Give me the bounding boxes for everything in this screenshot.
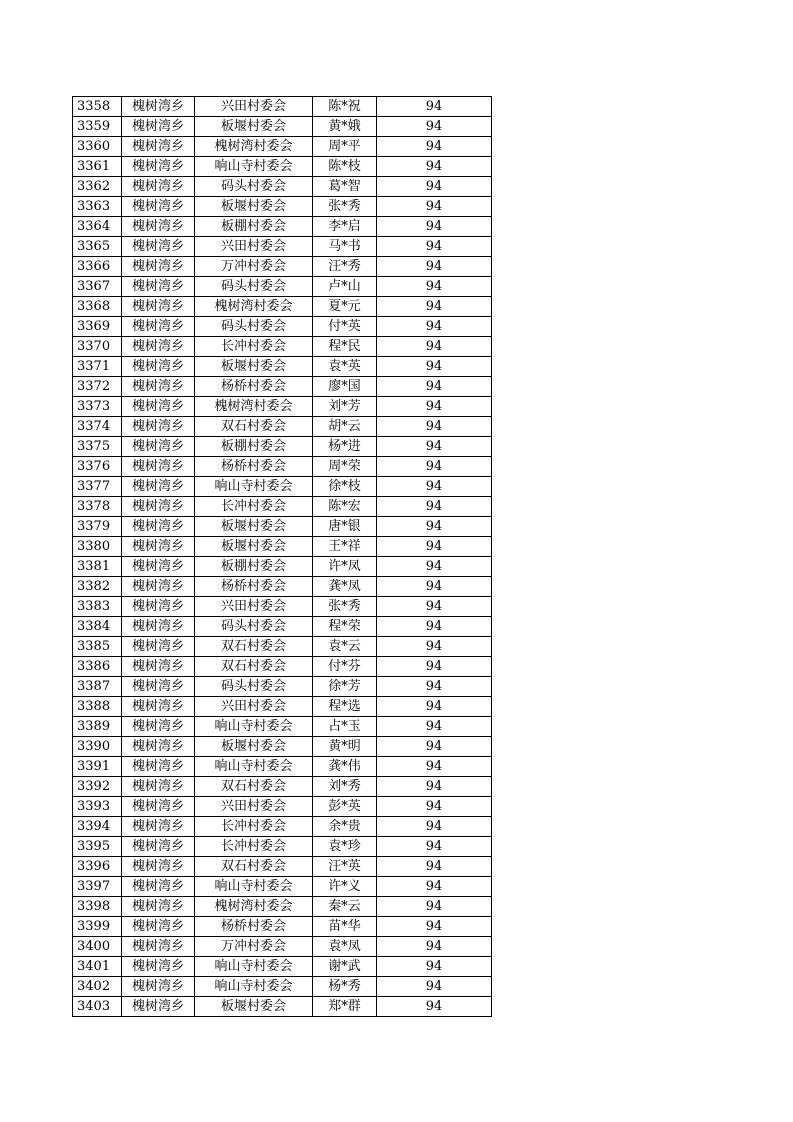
row-number-cell: 3386 [73,657,122,677]
row-number-cell: 3389 [73,717,122,737]
row-number-cell: 3400 [73,937,122,957]
village-committee-cell: 万冲村委会 [195,257,313,277]
roster-table [72,96,492,1017]
score-cell: 94 [377,917,492,937]
score-cell: 94 [377,177,492,197]
score-cell: 94 [377,797,492,817]
village-committee-cell: 响山寺村委会 [195,717,313,737]
score-cell: 94 [377,517,492,537]
table-row [73,337,492,357]
row-number-cell: 3358 [73,97,122,117]
person-name-cell: 周*平 [313,137,377,157]
score-cell: 94 [377,617,492,637]
score-cell: 94 [377,497,492,517]
table-row [73,477,492,497]
village-committee-cell: 槐树湾村委会 [195,297,313,317]
person-name-cell: 汪*秀 [313,257,377,277]
table-row [73,537,492,557]
score-cell: 94 [377,317,492,337]
table-row [73,697,492,717]
village-committee-cell: 杨桥村委会 [195,577,313,597]
township-cell: 槐树湾乡 [122,437,195,457]
village-committee-cell: 板堰村委会 [195,997,313,1017]
table-row [73,437,492,457]
person-name-cell: 袁*凤 [313,937,377,957]
township-cell: 槐树湾乡 [122,797,195,817]
person-name-cell: 占*玉 [313,717,377,737]
township-cell: 槐树湾乡 [122,597,195,617]
score-cell: 94 [377,757,492,777]
village-committee-cell: 板棚村委会 [195,217,313,237]
village-committee-cell: 码头村委会 [195,677,313,697]
person-name-cell: 龚*凤 [313,577,377,597]
table-row [73,977,492,997]
township-cell: 槐树湾乡 [122,277,195,297]
row-number-cell: 3368 [73,297,122,317]
table-row [73,597,492,617]
score-cell: 94 [377,837,492,857]
township-cell: 槐树湾乡 [122,937,195,957]
township-cell: 槐树湾乡 [122,897,195,917]
score-cell: 94 [377,877,492,897]
village-committee-cell: 码头村委会 [195,617,313,637]
score-cell: 94 [377,97,492,117]
township-cell: 槐树湾乡 [122,877,195,897]
table-row [73,317,492,337]
row-number-cell: 3399 [73,917,122,937]
score-cell: 94 [377,157,492,177]
township-cell: 槐树湾乡 [122,497,195,517]
village-committee-cell: 板堰村委会 [195,517,313,537]
score-cell: 94 [377,997,492,1017]
score-cell: 94 [377,437,492,457]
person-name-cell: 陈*枝 [313,157,377,177]
table-row [73,277,492,297]
person-name-cell: 张*秀 [313,597,377,617]
person-name-cell: 王*祥 [313,537,377,557]
roster-table-body [73,97,492,1017]
village-committee-cell: 码头村委会 [195,277,313,297]
score-cell: 94 [377,217,492,237]
score-cell: 94 [377,277,492,297]
score-cell: 94 [377,857,492,877]
township-cell: 槐树湾乡 [122,657,195,677]
row-number-cell: 3363 [73,197,122,217]
person-name-cell: 袁*英 [313,357,377,377]
table-row [73,97,492,117]
row-number-cell: 3388 [73,697,122,717]
person-name-cell: 苗*华 [313,917,377,937]
person-name-cell: 周*荣 [313,457,377,477]
village-committee-cell: 兴田村委会 [195,797,313,817]
row-number-cell: 3374 [73,417,122,437]
row-number-cell: 3394 [73,817,122,837]
score-cell: 94 [377,957,492,977]
township-cell: 槐树湾乡 [122,837,195,857]
village-committee-cell: 兴田村委会 [195,237,313,257]
township-cell: 槐树湾乡 [122,997,195,1017]
table-row [73,657,492,677]
row-number-cell: 3382 [73,577,122,597]
score-cell: 94 [377,737,492,757]
township-cell: 槐树湾乡 [122,917,195,937]
row-number-cell: 3391 [73,757,122,777]
person-name-cell: 胡*云 [313,417,377,437]
table-row [73,797,492,817]
village-committee-cell: 槐树湾村委会 [195,897,313,917]
row-number-cell: 3381 [73,557,122,577]
person-name-cell: 马*书 [313,237,377,257]
village-committee-cell: 响山寺村委会 [195,157,313,177]
village-committee-cell: 响山寺村委会 [195,977,313,997]
table-row [73,857,492,877]
row-number-cell: 3380 [73,537,122,557]
table-row [73,517,492,537]
township-cell: 槐树湾乡 [122,377,195,397]
row-number-cell: 3366 [73,257,122,277]
township-cell: 槐树湾乡 [122,957,195,977]
village-committee-cell: 双石村委会 [195,657,313,677]
table-row [73,817,492,837]
row-number-cell: 3362 [73,177,122,197]
row-number-cell: 3377 [73,477,122,497]
township-cell: 槐树湾乡 [122,197,195,217]
score-cell: 94 [377,337,492,357]
table-row [73,717,492,737]
table-row [73,577,492,597]
row-number-cell: 3370 [73,337,122,357]
table-row [73,377,492,397]
table-row [73,497,492,517]
township-cell: 槐树湾乡 [122,397,195,417]
township-cell: 槐树湾乡 [122,977,195,997]
village-committee-cell: 响山寺村委会 [195,957,313,977]
township-cell: 槐树湾乡 [122,777,195,797]
table-row [73,957,492,977]
person-name-cell: 谢*武 [313,957,377,977]
township-cell: 槐树湾乡 [122,477,195,497]
township-cell: 槐树湾乡 [122,177,195,197]
village-committee-cell: 板堰村委会 [195,357,313,377]
table-row [73,357,492,377]
township-cell: 槐树湾乡 [122,137,195,157]
row-number-cell: 3379 [73,517,122,537]
table-row [73,777,492,797]
row-number-cell: 3369 [73,317,122,337]
row-number-cell: 3397 [73,877,122,897]
table-row [73,757,492,777]
score-cell: 94 [377,137,492,157]
table-row [73,877,492,897]
row-number-cell: 3375 [73,437,122,457]
township-cell: 槐树湾乡 [122,557,195,577]
score-cell: 94 [377,897,492,917]
person-name-cell: 秦*云 [313,897,377,917]
township-cell: 槐树湾乡 [122,117,195,137]
row-number-cell: 3385 [73,637,122,657]
township-cell: 槐树湾乡 [122,237,195,257]
person-name-cell: 徐*芳 [313,677,377,697]
score-cell: 94 [377,597,492,617]
table-row [73,157,492,177]
score-cell: 94 [377,197,492,217]
person-name-cell: 李*启 [313,217,377,237]
score-cell: 94 [377,117,492,137]
table-row [73,137,492,157]
row-number-cell: 3403 [73,997,122,1017]
table-row [73,117,492,137]
table-row [73,937,492,957]
table-row [73,917,492,937]
table-row [73,417,492,437]
village-committee-cell: 响山寺村委会 [195,477,313,497]
score-cell: 94 [377,817,492,837]
township-cell: 槐树湾乡 [122,717,195,737]
village-committee-cell: 双石村委会 [195,857,313,877]
person-name-cell: 汪*英 [313,857,377,877]
row-number-cell: 3378 [73,497,122,517]
township-cell: 槐树湾乡 [122,217,195,237]
score-cell: 94 [377,677,492,697]
row-number-cell: 3373 [73,397,122,417]
township-cell: 槐树湾乡 [122,537,195,557]
township-cell: 槐树湾乡 [122,257,195,277]
person-name-cell: 陈*宏 [313,497,377,517]
person-name-cell: 唐*银 [313,517,377,537]
score-cell: 94 [377,557,492,577]
person-name-cell: 卢*山 [313,277,377,297]
row-number-cell: 3359 [73,117,122,137]
table-row [73,637,492,657]
person-name-cell: 付*芬 [313,657,377,677]
table-row [73,177,492,197]
township-cell: 槐树湾乡 [122,757,195,777]
village-committee-cell: 兴田村委会 [195,97,313,117]
row-number-cell: 3372 [73,377,122,397]
score-cell: 94 [377,717,492,737]
person-name-cell: 黄*娥 [313,117,377,137]
township-cell: 槐树湾乡 [122,357,195,377]
row-number-cell: 3383 [73,597,122,617]
row-number-cell: 3398 [73,897,122,917]
row-number-cell: 3360 [73,137,122,157]
township-cell: 槐树湾乡 [122,577,195,597]
row-number-cell: 3361 [73,157,122,177]
village-committee-cell: 槐树湾村委会 [195,137,313,157]
row-number-cell: 3395 [73,837,122,857]
person-name-cell: 夏*元 [313,297,377,317]
person-name-cell: 彭*英 [313,797,377,817]
row-number-cell: 3392 [73,777,122,797]
village-committee-cell: 长冲村委会 [195,337,313,357]
township-cell: 槐树湾乡 [122,417,195,437]
person-name-cell: 葛*智 [313,177,377,197]
village-committee-cell: 板堰村委会 [195,197,313,217]
score-cell: 94 [377,357,492,377]
township-cell: 槐树湾乡 [122,617,195,637]
person-name-cell: 陈*祝 [313,97,377,117]
person-name-cell: 程*选 [313,697,377,717]
person-name-cell: 程*民 [313,337,377,357]
score-cell: 94 [377,697,492,717]
village-committee-cell: 码头村委会 [195,177,313,197]
township-cell: 槐树湾乡 [122,457,195,477]
person-name-cell: 刘*秀 [313,777,377,797]
township-cell: 槐树湾乡 [122,737,195,757]
row-number-cell: 3376 [73,457,122,477]
person-name-cell: 余*贵 [313,817,377,837]
table-row [73,397,492,417]
row-number-cell: 3393 [73,797,122,817]
village-committee-cell: 码头村委会 [195,317,313,337]
table-row [73,837,492,857]
village-committee-cell: 响山寺村委会 [195,877,313,897]
village-committee-cell: 杨桥村委会 [195,457,313,477]
village-committee-cell: 槐树湾村委会 [195,397,313,417]
village-committee-cell: 长冲村委会 [195,837,313,857]
person-name-cell: 张*秀 [313,197,377,217]
person-name-cell: 刘*芳 [313,397,377,417]
village-committee-cell: 板堰村委会 [195,737,313,757]
score-cell: 94 [377,937,492,957]
village-committee-cell: 板棚村委会 [195,557,313,577]
person-name-cell: 袁*云 [313,637,377,657]
township-cell: 槐树湾乡 [122,857,195,877]
village-committee-cell: 长冲村委会 [195,817,313,837]
score-cell: 94 [377,637,492,657]
row-number-cell: 3387 [73,677,122,697]
village-committee-cell: 双石村委会 [195,417,313,437]
score-cell: 94 [377,237,492,257]
table-row [73,297,492,317]
village-committee-cell: 兴田村委会 [195,697,313,717]
table-row [73,557,492,577]
township-cell: 槐树湾乡 [122,297,195,317]
village-committee-cell: 板堰村委会 [195,117,313,137]
person-name-cell: 许*义 [313,877,377,897]
score-cell: 94 [377,457,492,477]
township-cell: 槐树湾乡 [122,317,195,337]
person-name-cell: 袁*珍 [313,837,377,857]
score-cell: 94 [377,977,492,997]
row-number-cell: 3402 [73,977,122,997]
village-committee-cell: 双石村委会 [195,777,313,797]
table-row [73,737,492,757]
village-committee-cell: 杨桥村委会 [195,917,313,937]
score-cell: 94 [377,397,492,417]
score-cell: 94 [377,657,492,677]
person-name-cell: 许*凤 [313,557,377,577]
township-cell: 槐树湾乡 [122,817,195,837]
township-cell: 槐树湾乡 [122,337,195,357]
table-row [73,457,492,477]
row-number-cell: 3365 [73,237,122,257]
township-cell: 槐树湾乡 [122,97,195,117]
score-cell: 94 [377,297,492,317]
village-committee-cell: 双石村委会 [195,637,313,657]
person-name-cell: 程*荣 [313,617,377,637]
row-number-cell: 3364 [73,217,122,237]
village-committee-cell: 万冲村委会 [195,937,313,957]
person-name-cell: 龚*伟 [313,757,377,777]
township-cell: 槐树湾乡 [122,517,195,537]
village-committee-cell: 长冲村委会 [195,497,313,517]
score-cell: 94 [377,477,492,497]
table-row [73,217,492,237]
row-number-cell: 3384 [73,617,122,637]
person-name-cell: 徐*枝 [313,477,377,497]
score-cell: 94 [377,537,492,557]
village-committee-cell: 兴田村委会 [195,597,313,617]
person-name-cell: 杨*秀 [313,977,377,997]
row-number-cell: 3401 [73,957,122,977]
table-row [73,677,492,697]
village-committee-cell: 杨桥村委会 [195,377,313,397]
person-name-cell: 杨*进 [313,437,377,457]
table-row [73,257,492,277]
table-row [73,237,492,257]
person-name-cell: 黄*明 [313,737,377,757]
village-committee-cell: 板棚村委会 [195,437,313,457]
score-cell: 94 [377,777,492,797]
person-name-cell: 郑*群 [313,997,377,1017]
person-name-cell: 付*英 [313,317,377,337]
row-number-cell: 3367 [73,277,122,297]
table-row [73,197,492,217]
score-cell: 94 [377,257,492,277]
township-cell: 槐树湾乡 [122,157,195,177]
table-row [73,997,492,1017]
village-committee-cell: 板堰村委会 [195,537,313,557]
row-number-cell: 3371 [73,357,122,377]
row-number-cell: 3396 [73,857,122,877]
score-cell: 94 [377,377,492,397]
township-cell: 槐树湾乡 [122,637,195,657]
score-cell: 94 [377,417,492,437]
table-row [73,617,492,637]
score-cell: 94 [377,577,492,597]
township-cell: 槐树湾乡 [122,697,195,717]
table-row [73,897,492,917]
person-name-cell: 廖*国 [313,377,377,397]
township-cell: 槐树湾乡 [122,677,195,697]
village-committee-cell: 响山寺村委会 [195,757,313,777]
row-number-cell: 3390 [73,737,122,757]
